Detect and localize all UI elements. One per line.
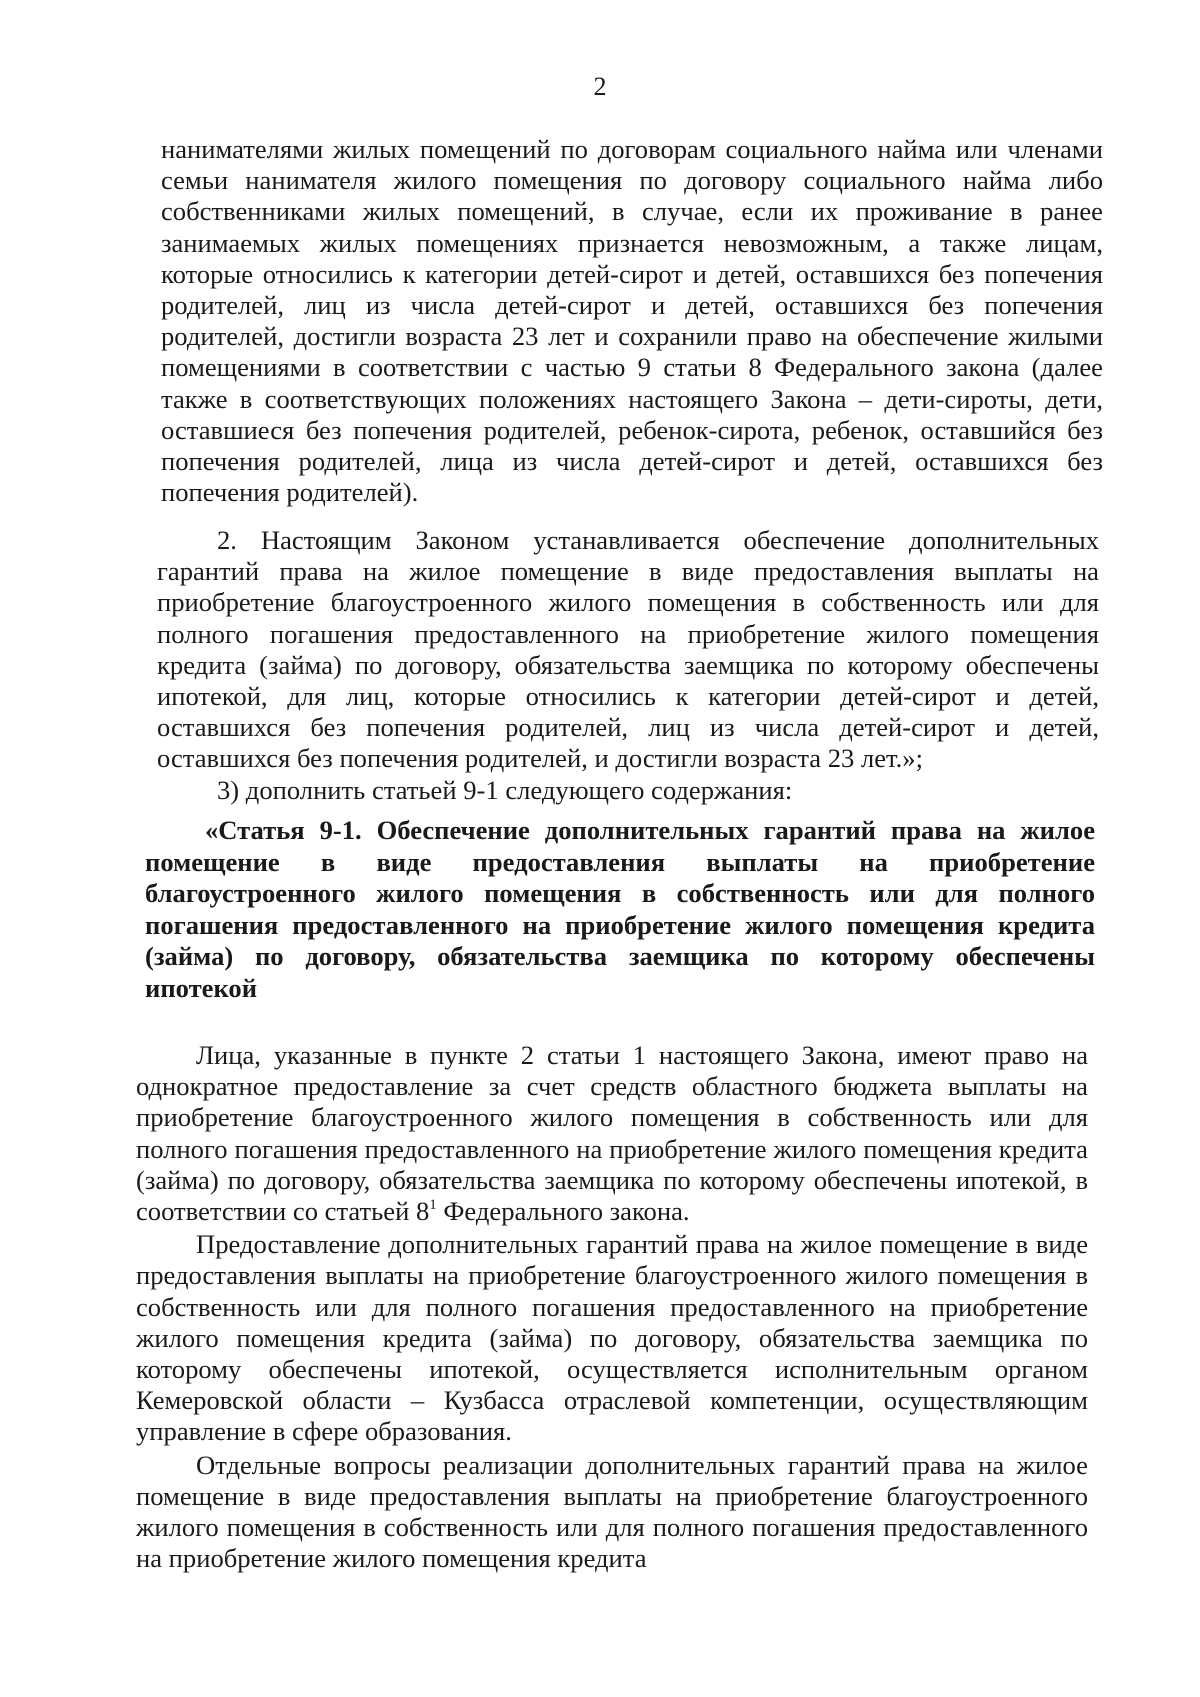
article-body-block (136, 1040, 1088, 1574)
superscript-article-index: 1 (429, 1197, 437, 1214)
body-paragraph-1-text: Лица, указанные в пункте 2 статьи 1 настоящего Закона, имеют право на однократное предоставление за счет средств областного бюджета выплаты на приобретение благоустроенного жилого помещения в собственность или для полного погашения предоставленного на приобретение жилого помещения кредита (займа) по договору, обязательства заемщика по которому обеспечены ипотекой, в соответствии со статьей 8 (136, 1040, 1088, 1227)
point-3-line: 3) дополнить статьей 9-1 следующего содержания: (217, 774, 793, 805)
article-heading-block (145, 815, 1095, 1005)
body-paragraph-2: Предоставление дополнительных гарантий права на жилое помещение в виде предоставления выплаты на приобретение благоустроенного жилого помещения в собственность или для полного погашения предоставленного на приобретение жилого помещения кредита (займа) по договору, обязательства заемщика по которому обеспечены ипотекой, осуществляется исполнительным органом Кемеровской области – Кузбасса отраслевой компетенции, осуществляющим управление в сфере образования. (136, 1229, 1088, 1447)
continuation-paragraph: нанимателями жилых помещений по договорам социального найма или членами семьи нанимателя жилого помещения по договору социального найма либо собственниками жилых помещений, в случае, если их проживание в ранее занимаемых жилых помещениях признается невозможным, а также лицам, которые относились к категории детей-сирот и детей, оставшихся без попечения родителей, лиц из числа детей-сирот и детей, оставшихся без попечения родителей, достигли возраста 23 лет и сохранили право на обеспечение жилыми помещениями в соответствии с частью 9 статьи 8 Федерального закона (далее также в соответствующих положениях настоящего Закона – дети-сироты, дети, оставшиеся без попечения родителей, ребенок-сирота, ребенок, оставшийся без попечения родителей, лица из числа детей-сирот и детей, оставшихся без попечения родителей). (161, 134, 1103, 508)
body-paragraph-1-tail: Федерального закона. (436, 1196, 690, 1227)
point-2-paragraph: 2. Настоящим Законом устанавливается обеспечение дополнительных гарантий права на жилое помещение в виде предоставления выплаты на приобретение благоустроенного жилого помещения в собственность или для полного погашения предоставленного на приобретение жилого помещения кредита (займа) по договору, обязательства заемщика по которому обеспечены ипотекой, для лиц, которые относились к категории детей-сирот и детей, оставшихся без попечения родителей, лиц из числа детей-сирот и детей, оставшихся без попечения родителей, и достигли возраста 23 лет.»; (157, 525, 1099, 774)
page-number: 2 (593, 72, 607, 101)
body-paragraph-3: Отдельные вопросы реализации дополнительных гарантий права на жилое помещение в виде предоставления выплаты на приобретение благоустроенного жилого помещения в собственность или для полного погашения предоставленного на приобретение жилого помещения кредита (136, 1449, 1088, 1574)
amendment-points-block (157, 525, 1099, 806)
continuation-paragraph-block (161, 134, 1103, 508)
body-paragraph-1 (136, 1040, 1088, 1227)
article-heading: «Статья 9-1. Обеспечение дополнительных гарантий права на жилое помещение в виде предоставления выплаты на приобретение благоустроенного жилого помещения в собственность или для полного погашения предоставленного на приобретение жилого помещения кредита (займа) по договору, обязательства заемщика по которому обеспечены ипотекой (145, 815, 1095, 1003)
